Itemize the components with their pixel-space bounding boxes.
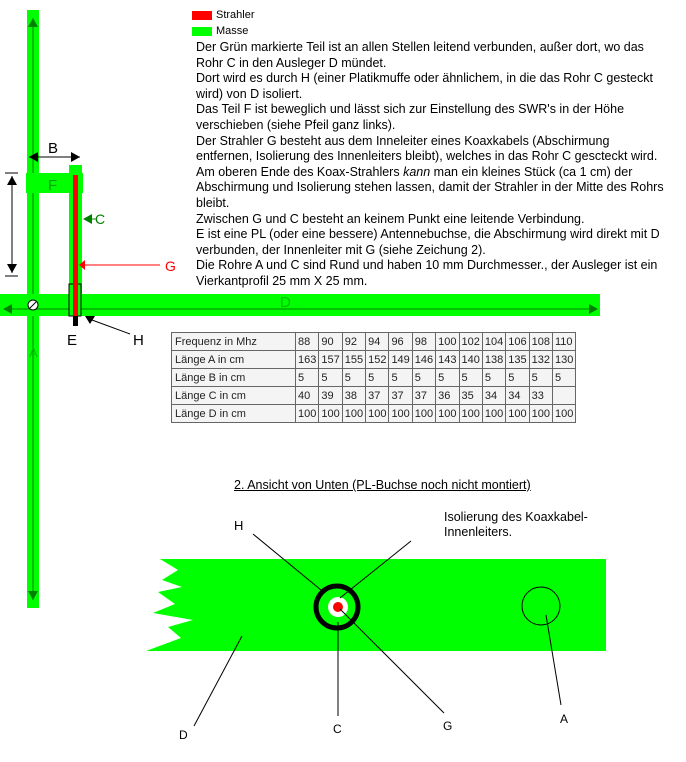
table-cell: 100 bbox=[459, 405, 482, 423]
label2-h: H bbox=[234, 518, 244, 533]
table-cell: 38 bbox=[342, 387, 365, 405]
table-cell: 90 bbox=[319, 333, 342, 351]
adjust-arrow-down-icon bbox=[7, 264, 17, 273]
view2-title: 2. Ansicht von Unten (PL-Buchse noch nicht montiert) bbox=[234, 478, 531, 492]
table-cell: 102 bbox=[459, 333, 482, 351]
table-cell: 5 bbox=[412, 369, 435, 387]
description-paragraph bbox=[196, 134, 666, 212]
table-cell: 36 bbox=[436, 387, 459, 405]
table-cell: 33 bbox=[529, 387, 552, 405]
table-cell: 5 bbox=[459, 369, 482, 387]
table-cell: 100 bbox=[552, 405, 575, 423]
table-row-header: Länge D in cm bbox=[172, 405, 296, 423]
table-cell: 100 bbox=[436, 405, 459, 423]
adjust-arrow-up-icon bbox=[7, 176, 17, 185]
isolation-label bbox=[444, 510, 604, 540]
table-row bbox=[172, 351, 576, 369]
table-cell: 100 bbox=[342, 405, 365, 423]
table-row bbox=[172, 369, 576, 387]
label-a: A bbox=[29, 345, 38, 360]
table-cell: 37 bbox=[412, 387, 435, 405]
label-b: B bbox=[48, 140, 59, 157]
isolation-label-line: Isolierung des Koaxkabel- bbox=[444, 510, 588, 524]
table-cell: 37 bbox=[389, 387, 412, 405]
table-cell: 40 bbox=[296, 387, 319, 405]
description-text: Der Strahler G besteht aus dem Inneleiter eines Koaxkabels (Abschirmung entfernen, Isolierung des Innenleiters bleibt), welches in das Rohr C gescteckt wird. Am oberen Ende des Koax-Strahlers bbox=[196, 133, 658, 179]
description-paragraph: E ist eine PL (oder eine bessere) Antennebuchse, die Abschirmung wird direkt mit D verbunden, der Innenleiter mit G (siehe Zeichung 2). bbox=[196, 227, 660, 257]
legend-item-strahler bbox=[192, 9, 255, 21]
pointer-h-arrow-icon bbox=[85, 316, 95, 324]
description-paragraph: Der Grün markierte Teil ist an allen Stellen leitend verbunden, außer dort, wo das Rohr C in den Ausleger D mündet. bbox=[196, 40, 644, 70]
table-cell: 88 bbox=[296, 333, 319, 351]
table-cell: 132 bbox=[529, 351, 552, 369]
description-paragraph: Dort wird es durch H (einer Platikmuffe oder ähnlichem, in die das Rohr C gesteckt wird) von D isoliert. bbox=[196, 71, 653, 101]
table-cell: 100 bbox=[506, 405, 529, 423]
label2-c: C bbox=[333, 722, 342, 736]
table-cell: 5 bbox=[506, 369, 529, 387]
table-row-header: Länge B in cm bbox=[172, 369, 296, 387]
table-cell: 5 bbox=[482, 369, 505, 387]
table-cell: 100 bbox=[319, 405, 342, 423]
boom-d bbox=[0, 294, 600, 316]
table-cell: 5 bbox=[319, 369, 342, 387]
legend-label-strahler: Strahler bbox=[216, 9, 255, 21]
label2-d: D bbox=[179, 728, 188, 742]
table-cell: 92 bbox=[342, 333, 365, 351]
table-cell: 100 bbox=[412, 405, 435, 423]
table-cell: 94 bbox=[366, 333, 389, 351]
description-text: man ein kleines Stück (ca 1 cm) der Abschirmung und Isolierung stehen lassen, damit der Strahler in der Mitte des Rohrs bleibt. bbox=[196, 164, 664, 210]
description bbox=[196, 40, 666, 290]
label-c: C bbox=[95, 211, 106, 227]
table-row-header: Länge A in cm bbox=[172, 351, 296, 369]
table-cell: 130 bbox=[552, 351, 575, 369]
table-row bbox=[172, 405, 576, 423]
label2-g: G bbox=[443, 719, 453, 733]
table-cell: 135 bbox=[506, 351, 529, 369]
isolation-label-line: Innenleiters. bbox=[444, 525, 513, 539]
table-cell: 100 bbox=[482, 405, 505, 423]
frequency-length-table bbox=[171, 332, 576, 423]
table-cell: 34 bbox=[482, 387, 505, 405]
table-cell: 104 bbox=[482, 333, 505, 351]
table-cell: 5 bbox=[552, 369, 575, 387]
legend-swatch-masse bbox=[192, 27, 212, 36]
table-cell: 163 bbox=[296, 351, 319, 369]
legend-label-masse: Masse bbox=[216, 25, 249, 37]
description-paragraph: Zwischen G und C besteht an keinem Punkt eine leitende Verbindung. bbox=[196, 211, 585, 226]
radiator-g bbox=[73, 175, 78, 316]
table-cell: 108 bbox=[529, 333, 552, 351]
label-g: G bbox=[165, 258, 176, 274]
table-cell: 5 bbox=[366, 369, 389, 387]
table-cell: 143 bbox=[436, 351, 459, 369]
table-cell: 100 bbox=[296, 405, 319, 423]
dimension-b-arrow-right-icon bbox=[71, 152, 80, 162]
table-cell: 110 bbox=[552, 333, 575, 351]
table-cell: 37 bbox=[366, 387, 389, 405]
table-cell: 100 bbox=[436, 333, 459, 351]
table-cell bbox=[552, 387, 575, 405]
label2-a: A bbox=[560, 712, 569, 726]
description-emphasis: kann bbox=[403, 164, 431, 179]
table-cell: 138 bbox=[482, 351, 505, 369]
table-cell: 100 bbox=[366, 405, 389, 423]
description-paragraph: Die Rohre A und C sind Rund und haben 10 mm Durchmesser., der Ausleger ist ein Vierkantprofil 25 mm X 25 mm. bbox=[196, 258, 658, 288]
table-cell: 155 bbox=[342, 351, 365, 369]
table-cell: 35 bbox=[459, 387, 482, 405]
table-cell: 5 bbox=[342, 369, 365, 387]
table-cell: 98 bbox=[412, 333, 435, 351]
table-cell: 96 bbox=[389, 333, 412, 351]
label-e: E bbox=[67, 332, 78, 349]
legend-item-masse bbox=[192, 25, 248, 37]
table-cell: 157 bbox=[319, 351, 342, 369]
description-paragraph: Das Teil F ist beweglich und lässt sich zur Einstellung des SWR's in der Höhe verschieben (siehe Pfeil ganz links). bbox=[196, 102, 625, 132]
table-row bbox=[172, 387, 576, 405]
table-cell: 34 bbox=[506, 387, 529, 405]
label-h: H bbox=[133, 332, 144, 349]
table-cell: 149 bbox=[389, 351, 412, 369]
table-cell: 5 bbox=[529, 369, 552, 387]
table-cell: 5 bbox=[389, 369, 412, 387]
table-cell: 5 bbox=[296, 369, 319, 387]
table-row-header: Länge C in cm bbox=[172, 387, 296, 405]
table-row bbox=[172, 333, 576, 351]
table-cell: 106 bbox=[506, 333, 529, 351]
table-cell: 146 bbox=[412, 351, 435, 369]
label-f: F bbox=[48, 177, 58, 194]
legend-swatch-strahler bbox=[192, 11, 212, 20]
table-cell: 100 bbox=[389, 405, 412, 423]
table-cell: 140 bbox=[459, 351, 482, 369]
label-d: D bbox=[280, 294, 291, 311]
connector-e bbox=[73, 316, 78, 326]
table-cell: 5 bbox=[436, 369, 459, 387]
table-row-header: Frequenz in Mhz bbox=[172, 333, 296, 351]
pointer-h-line bbox=[92, 320, 130, 334]
table-cell: 152 bbox=[366, 351, 389, 369]
table-cell: 39 bbox=[319, 387, 342, 405]
table-cell: 100 bbox=[529, 405, 552, 423]
boom-d-bottom-view bbox=[146, 559, 606, 651]
